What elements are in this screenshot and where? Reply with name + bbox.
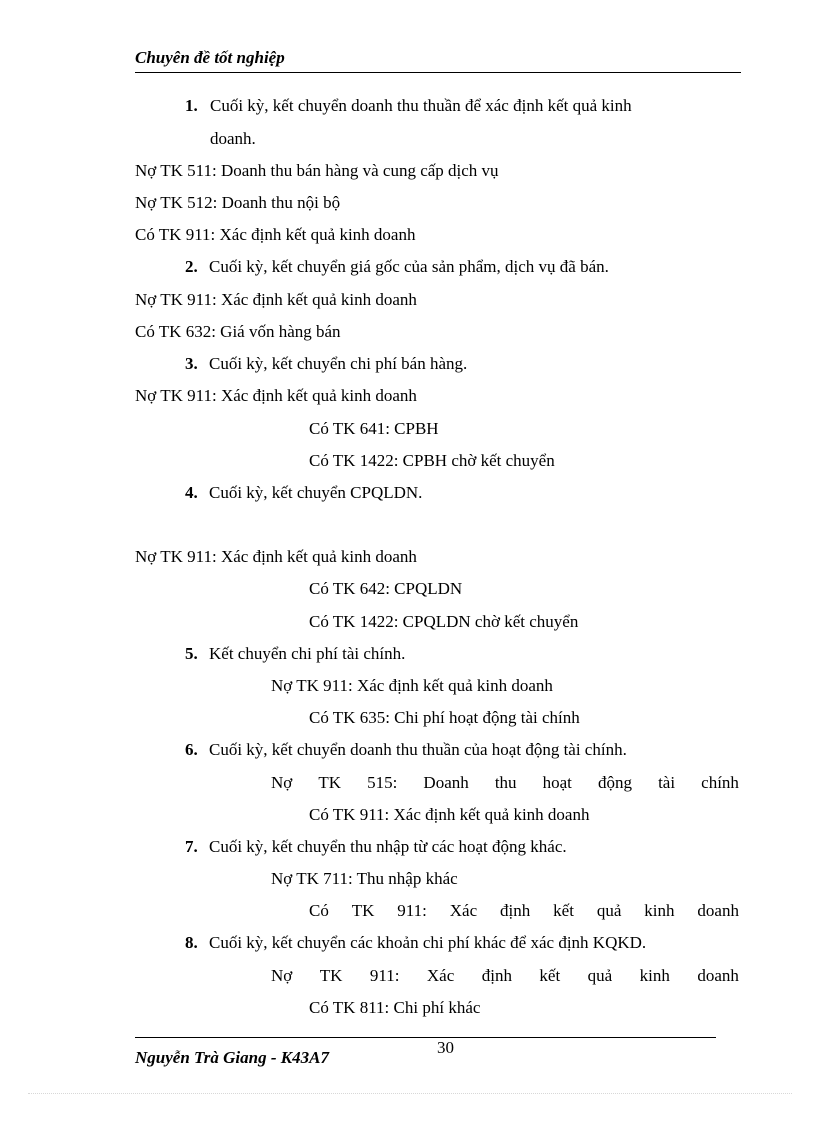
entry-line-justified	[271, 772, 739, 794]
entry-word: TK	[351, 901, 375, 920]
item-text-continuation: doanh.	[210, 129, 256, 148]
entry-line-justified	[271, 965, 739, 987]
entry-word: định	[500, 901, 531, 920]
item-number: 6.	[185, 740, 198, 759]
footer-author: Nguyễn Trà Giang - K43A7	[135, 1048, 329, 1067]
entry-line: Có TK 911: Xác định kết quả kinh doanh	[135, 225, 416, 244]
item-number: 4.	[185, 483, 198, 502]
entry-line: Có TK 811: Chi phí khác	[309, 998, 481, 1017]
item-number: 2.	[185, 257, 198, 276]
item-heading	[185, 482, 422, 504]
entry-word: TK	[318, 773, 342, 792]
header-title: Chuyên đề tốt nghiệp	[135, 48, 285, 67]
item-heading	[185, 739, 627, 761]
item-number: 1.	[185, 96, 198, 115]
entry-word: thu	[494, 773, 517, 792]
entry-word: 515:	[367, 773, 398, 792]
item-text: Cuối kỳ, kết chuyển doanh thu thuần để xác định kết quả kinh	[210, 96, 632, 115]
item-text: Cuối kỳ, kết chuyển chi phí bán hàng.	[209, 354, 468, 373]
item-heading	[185, 95, 209, 117]
item-number: 3.	[185, 354, 198, 373]
entry-word: kết	[539, 966, 561, 985]
entry-word: doanh	[697, 901, 739, 920]
footer-divider	[135, 1037, 716, 1038]
entry-line: Nợ TK 911: Xác định kết quả kinh doanh	[271, 676, 553, 695]
item-number: 5.	[185, 644, 198, 663]
item-heading	[185, 256, 609, 278]
entry-word: Doanh	[423, 773, 469, 792]
entry-word: kinh	[639, 966, 670, 985]
item-text-justified	[210, 95, 736, 117]
entry-word: TK	[319, 966, 343, 985]
entry-word: chính	[701, 773, 739, 792]
entry-line: Có TK 632: Giá vốn hàng bán	[135, 322, 341, 341]
entry-line: Có TK 1422: CPQLDN chờ kết chuyển	[309, 612, 579, 631]
entry-line: Nợ TK 911: Xác định kết quả kinh doanh	[135, 547, 417, 566]
entry-word: 911:	[369, 966, 400, 985]
entry-word: Nợ	[271, 966, 293, 985]
item-number: 8.	[185, 933, 198, 952]
item-heading	[185, 932, 646, 954]
entry-word: doanh	[697, 966, 739, 985]
entry-line-justified	[309, 900, 739, 922]
item-text: Cuối kỳ, kết chuyển giá gốc của sản phẩm, dịch vụ đã bán.	[209, 257, 609, 276]
entry-word: kết	[553, 901, 574, 920]
entry-word: động	[598, 773, 632, 792]
entry-word: Xác	[426, 966, 455, 985]
entry-word: Xác	[449, 901, 478, 920]
entry-line: Có TK 911: Xác định kết quả kinh doanh	[309, 805, 590, 824]
entry-line: Nợ TK 911: Xác định kết quả kinh doanh	[135, 386, 417, 405]
entry-word: quả	[596, 901, 622, 920]
entry-line: Nợ TK 511: Doanh thu bán hàng và cung cấp dịch vụ	[135, 161, 499, 180]
page-edge-divider	[28, 1093, 792, 1094]
item-heading	[185, 643, 405, 665]
entry-line: Có TK 641: CPBH	[309, 419, 439, 438]
entry-line: Có TK 642: CPQLDN	[309, 579, 463, 598]
entry-line: Có TK 1422: CPBH chờ kết chuyển	[309, 451, 555, 470]
entry-line: Nợ TK 911: Xác định kết quả kinh doanh	[135, 290, 417, 309]
item-text: Cuối kỳ, kết chuyển các khoản chi phí khác để xác định KQKD.	[209, 933, 647, 952]
entry-word: hoạt	[542, 773, 572, 792]
entry-word: Nợ	[271, 773, 293, 792]
item-text: Kết chuyển chi phí tài chính.	[209, 644, 406, 663]
header-divider	[135, 72, 741, 73]
entry-word: kinh	[644, 901, 675, 920]
entry-line: Nợ TK 512: Doanh thu nội bộ	[135, 193, 341, 212]
item-text: Cuối kỳ, kết chuyển doanh thu thuần của hoạt động tài chính.	[209, 740, 627, 759]
entry-word: định	[481, 966, 512, 985]
page-number: 30	[437, 1038, 454, 1057]
item-number: 7.	[185, 837, 198, 856]
entry-word: quả	[587, 966, 613, 985]
entry-line: Nợ TK 711: Thu nhập khác	[271, 869, 458, 888]
item-heading	[185, 353, 467, 375]
item-text: Cuối kỳ, kết chuyển thu nhập từ các hoạt động khác.	[209, 837, 567, 856]
item-text: Cuối kỳ, kết chuyển CPQLDN.	[209, 483, 423, 502]
entry-word: Có	[309, 901, 329, 920]
entry-word: 911:	[397, 901, 427, 920]
entry-line: Có TK 635: Chi phí hoạt động tài chính	[309, 708, 580, 727]
entry-word: tài	[658, 773, 676, 792]
item-heading	[185, 836, 567, 858]
